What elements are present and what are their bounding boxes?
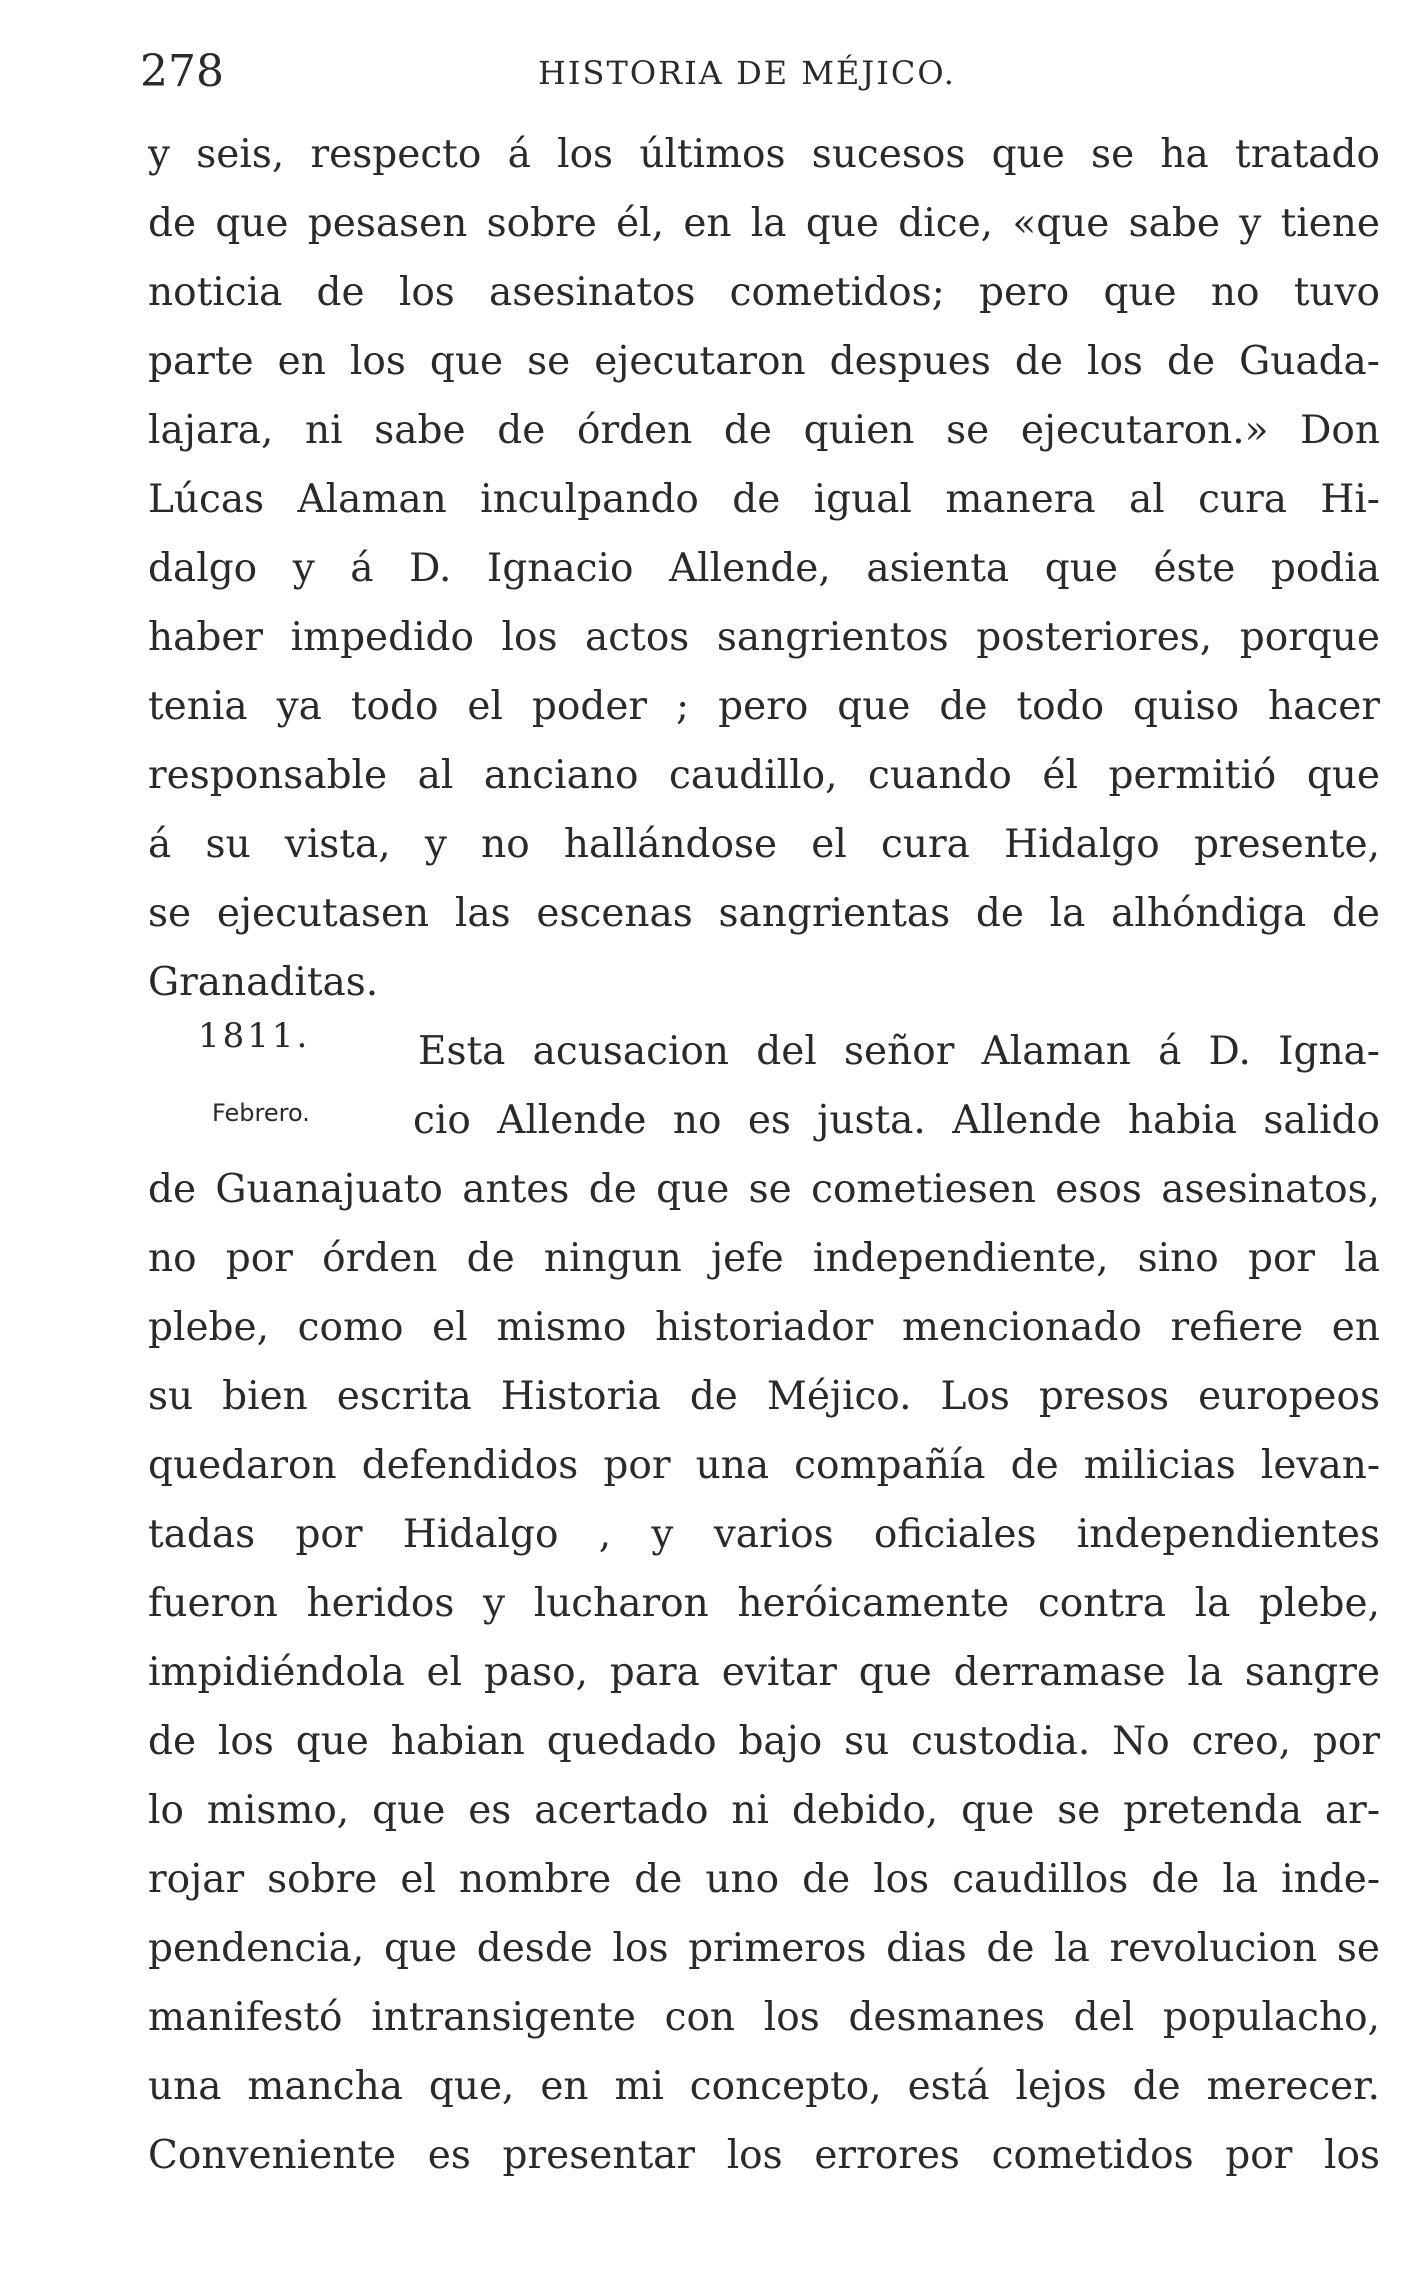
text-line: lo mismo, que es acertado ni debido, que se pretenda ar-: [148, 1788, 1380, 1833]
text-line: haber impedido los actos sangrientos posteriores, porque: [148, 615, 1380, 660]
body-text: [148, 120, 1380, 2190]
text-line: lajara, ni sabe de órden de quien se ejecutaron.» Don: [148, 408, 1380, 453]
text-line: Lúcas Alaman inculpando de igual manera al cura Hi-: [148, 477, 1380, 522]
text-line: tenia ya todo el poder ; pero que de todo quiso hacer: [148, 684, 1380, 729]
text-line: dalgo y á D. Ignacio Allende, asienta que éste podia: [148, 546, 1380, 591]
text-line: manifestó intransigente con los desmanes del populacho,: [148, 1995, 1380, 2040]
text-line: y seis, respecto á los últimos sucesos que se ha tratado: [148, 132, 1380, 177]
text-line: tadas por Hidalgo , y varios oficiales independientes: [148, 1512, 1380, 1557]
margin-note-month: Febrero.: [212, 1099, 310, 1127]
running-title: HISTORIA DE MÉJICO.: [538, 54, 956, 92]
text-line: quedaron defendidos por una compañía de milicias levan-: [148, 1443, 1380, 1488]
text-line: responsable al anciano caudillo, cuando él permitió que: [148, 753, 1380, 798]
page-number: 278: [140, 46, 224, 97]
text-line: su bien escrita Historia de Méjico. Los presos europeos: [148, 1374, 1380, 1419]
page-header: [140, 42, 1372, 102]
text-line: parte en los que se ejecutaron despues de los de Guada-: [148, 339, 1380, 384]
text-line: impidiéndola el paso, para evitar que derramase la sangre: [148, 1650, 1380, 1695]
text-line: á su vista, y no hallándose el cura Hidalgo presente,: [148, 822, 1380, 867]
text-line: de que pesasen sobre él, en la que dice, «que sabe y tiene: [148, 201, 1380, 246]
margin-note-year: 1811.: [198, 1016, 311, 1056]
text-line: fueron heridos y lucharon heróicamente contra la plebe,: [148, 1581, 1380, 1626]
text-line: plebe, como el mismo historiador mencionado refiere en: [148, 1305, 1380, 1350]
text-line: no por órden de ningun jefe independiente, sino por la: [148, 1236, 1380, 1281]
text-line: cio Allende no es justa. Allende habia salido: [413, 1098, 1380, 1143]
text-line: de Guanajuato antes de que se cometiesen esos asesinatos,: [148, 1167, 1380, 1212]
text-line: de los que habian quedado bajo su custodia. No creo, por: [148, 1719, 1380, 1764]
text-line: se ejecutasen las escenas sangrientas de la alhóndiga de: [148, 891, 1380, 936]
text-line: una mancha que, en mi concepto, está lejos de merecer.: [148, 2064, 1380, 2109]
text-line: Granaditas.: [148, 960, 379, 1005]
paragraph-opening-line: Esta acusacion del señor Alaman á D. Igna-: [418, 1029, 1380, 1074]
text-line: rojar sobre el nombre de uno de los caudillos de la inde-: [148, 1857, 1380, 1902]
text-line: Conveniente es presentar los errores cometidos por los: [148, 2133, 1380, 2178]
text-line: noticia de los asesinatos cometidos; pero que no tuvo: [148, 270, 1380, 315]
text-line: pendencia, que desde los primeros dias de la revolucion se: [148, 1926, 1380, 1971]
